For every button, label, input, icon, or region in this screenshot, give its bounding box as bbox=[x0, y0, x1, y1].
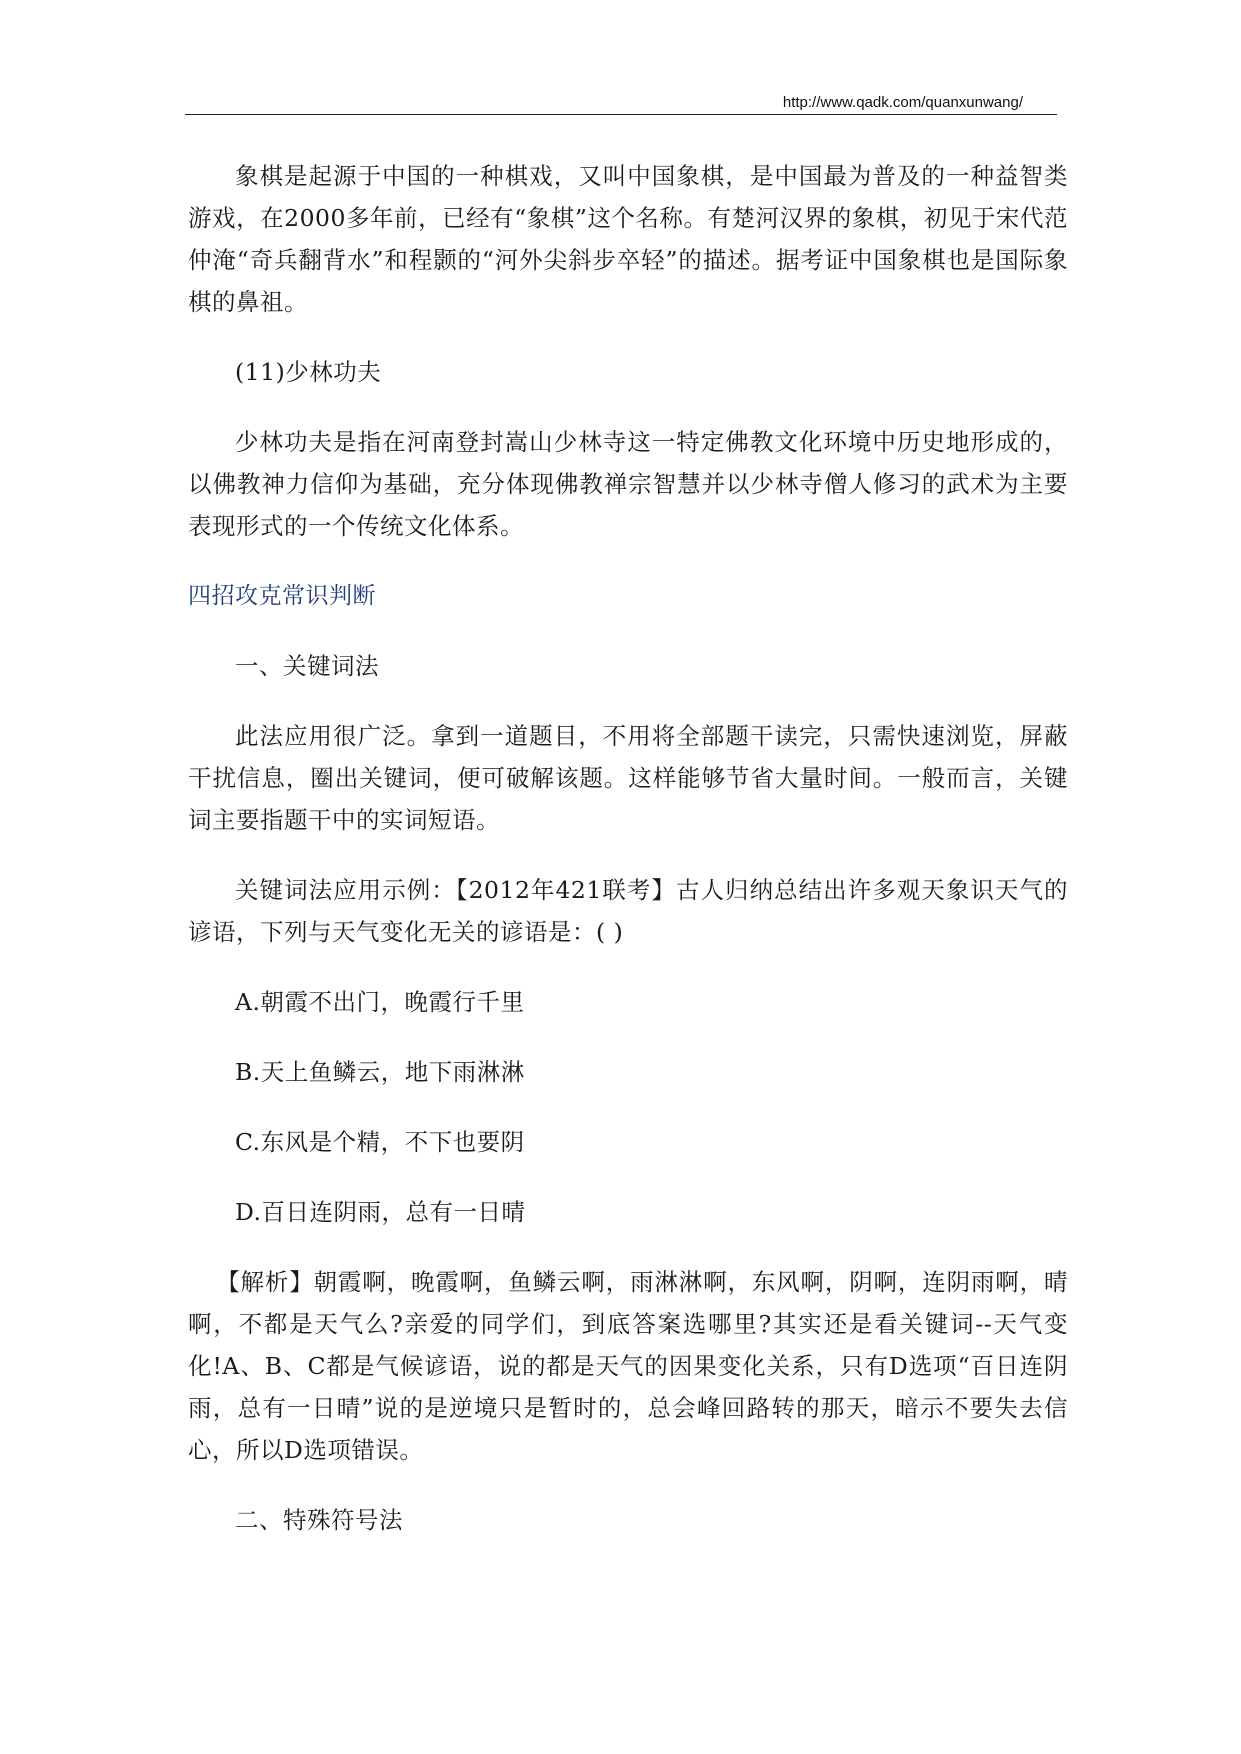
item-shaolin-title: (11)少林功夫 bbox=[235, 358, 382, 386]
paragraph-chinese-chess: 象棋是起源于中国的一种棋戏，又叫中国象棋，是中国最为普及的一种益智类游戏，在2000多年前，已经有“象棋”这个名称。有楚河汉界的象棋，初见于宋代范仲淹“奇兵翻背水”和程颢的“河外尖斜步卒轻”的描述。据考证中国象棋也是国际象棋的鼻祖。 bbox=[188, 162, 1068, 316]
paragraph-shaolin: 少林功夫是指在河南登封嵩山少林寺这一特定佛教文化环境中历史地形成的，以佛教神力信仰为基础，充分体现佛教禅宗智慧并以少林寺僧人修习的武术为主要表现形式的一个传统文化体系。 bbox=[188, 428, 1068, 540]
analysis-text: 【解析】朝霞啊，晚霞啊，鱼鳞云啊，雨淋淋啊，东风啊，阴啊，连阴雨啊，晴啊，不都是天气么?亲爱的同学们，到底答案选哪里?其实还是看关键词--天气变化!A、B、C都是气候谚语，说的都是天气的因果变化关系，只有D选项“百日连阴雨，总有一日晴”说的是逆境只是暂时的，总会峰回路转的那天，暗示不要失去信心，所以D选项错误。 bbox=[188, 1268, 1068, 1464]
page-header bbox=[185, 88, 1057, 115]
option-a: A.朝霞不出门，晚霞行千里 bbox=[235, 988, 525, 1016]
header-url: http://www.qadk.com/quanxunwang/ bbox=[782, 94, 1023, 111]
subheading-special-symbol-method: 二、特殊符号法 bbox=[235, 1506, 403, 1534]
section-heading: 四招攻克常识判断 bbox=[188, 583, 376, 609]
subheading-keyword-method: 一、关键词法 bbox=[235, 652, 379, 680]
option-d: D.百日连阴雨，总有一日晴 bbox=[235, 1198, 526, 1226]
paragraph-example: 关键词法应用示例：【2012年421联考】古人归纳总结出许多观天象识天气的谚语，下列与天气变化无关的谚语是：( ) bbox=[188, 876, 1068, 946]
paragraph-keyword-method: 此法应用很广泛。拿到一道题目，不用将全部题干读完，只需快速浏览，屏蔽干扰信息，圈出关键词，便可破解该题。这样能够节省大量时间。一般而言，关键词主要指题干中的实词短语。 bbox=[188, 722, 1068, 834]
option-b: B.天上鱼鳞云，地下雨淋淋 bbox=[235, 1058, 525, 1086]
document-body bbox=[188, 155, 1068, 1569]
option-c: C.东风是个精，不下也要阴 bbox=[235, 1128, 525, 1156]
paragraph-analysis bbox=[188, 1261, 1068, 1471]
